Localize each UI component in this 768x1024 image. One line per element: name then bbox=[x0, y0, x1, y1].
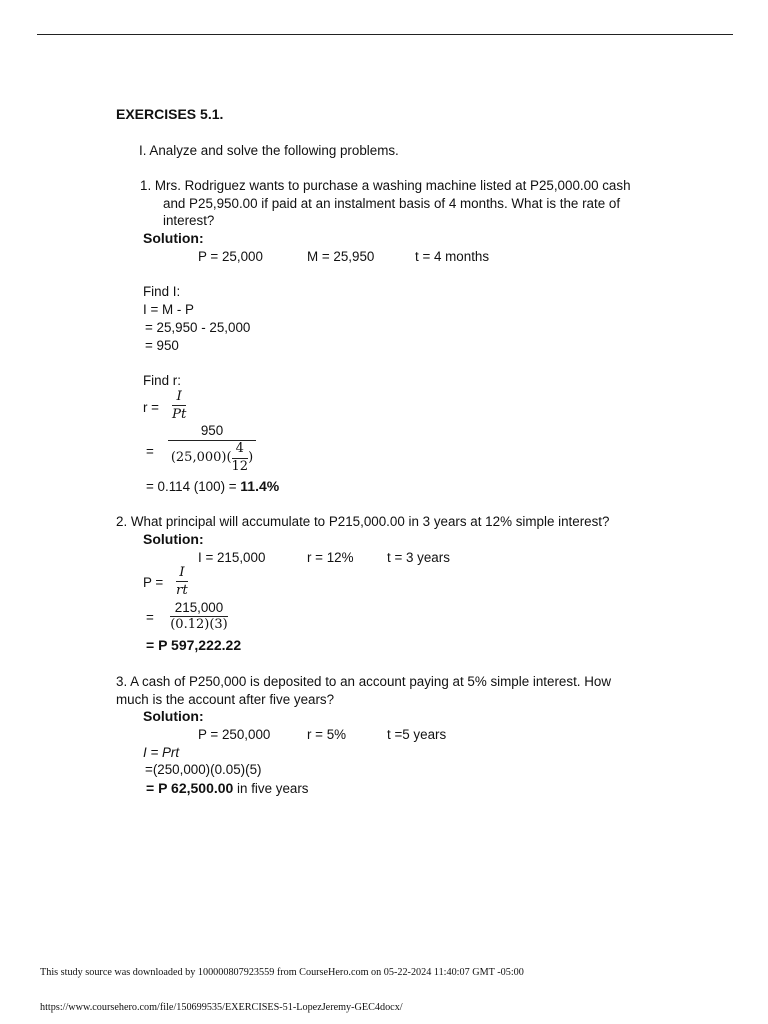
solution-label: Solution: bbox=[143, 708, 204, 724]
answer-value: = P 597,222.22 bbox=[146, 637, 242, 653]
fraction-bar bbox=[176, 581, 188, 582]
month-fraction bbox=[232, 442, 249, 475]
problem-3-line-2: much is the account after five years? bbox=[116, 692, 335, 707]
interest-formula: I = Prt bbox=[143, 745, 180, 760]
denominator-left: (25,000)( bbox=[170, 450, 232, 466]
given-rate: r = 12% bbox=[307, 550, 354, 565]
denominator-right: ) bbox=[248, 450, 254, 466]
given-maturity: M = 25,950 bbox=[307, 249, 375, 264]
substitution-denominator bbox=[171, 442, 253, 475]
i-result: = 950 bbox=[145, 338, 179, 353]
fraction-bar bbox=[172, 405, 186, 406]
find-i-label: Find I: bbox=[143, 284, 181, 299]
substitution-numerator: 215,000 bbox=[174, 600, 224, 615]
r-fraction bbox=[172, 389, 186, 423]
p-label: P = bbox=[143, 575, 164, 590]
solution-label: Solution: bbox=[143, 531, 204, 547]
given-time: t = 3 years bbox=[387, 550, 450, 565]
substitution-numerator: 950 bbox=[200, 423, 224, 438]
find-r-label: Find r: bbox=[143, 373, 181, 388]
answer-prefix: = 0.114 (100) = bbox=[146, 479, 241, 494]
given-time: t =5 years bbox=[387, 727, 447, 742]
equals-sign: = bbox=[146, 444, 154, 459]
i-step: = 25,950 - 25,000 bbox=[145, 320, 251, 335]
r-label: r = bbox=[143, 400, 159, 415]
problem-1-line-2: and P25,950.00 if paid at an instalment basis of 4 months. What is the rate of bbox=[163, 196, 621, 211]
answer-suffix: in five years bbox=[233, 781, 309, 796]
problem-3-line-1: 3. A cash of P250,000 is deposited to an account paying at 5% simple interest. How bbox=[116, 674, 612, 689]
given-principal: P = 250,000 bbox=[198, 727, 271, 742]
p-fraction bbox=[176, 565, 188, 599]
p-denominator: rt bbox=[176, 583, 188, 599]
answer-value: 11.4% bbox=[240, 478, 280, 494]
source-url[interactable]: https://www.coursehero.com/file/150699535/EXERCISES-51-LopezJeremy-GEC4docx/ bbox=[40, 1002, 403, 1013]
given-time: t = 4 months bbox=[415, 249, 490, 264]
given-interest: I = 215,000 bbox=[198, 550, 266, 565]
r-numerator: I bbox=[176, 389, 182, 404]
solution-label: Solution: bbox=[143, 230, 204, 246]
equals-sign: = bbox=[146, 610, 154, 625]
given-rate: r = 5% bbox=[307, 727, 347, 742]
month-numerator: 4 bbox=[235, 441, 244, 457]
page-title: EXERCISES 5.1. bbox=[116, 106, 224, 122]
substitution-fraction bbox=[168, 423, 256, 475]
p-numerator: I bbox=[179, 565, 185, 580]
problem-1-line-1: 1. Mrs. Rodriguez wants to purchase a washing machine listed at P25,000.00 cash bbox=[140, 178, 631, 193]
calculation-step: =(250,000)(0.05)(5) bbox=[145, 762, 262, 777]
instruction: I. Analyze and solve the following problems. bbox=[139, 143, 399, 158]
substitution-fraction bbox=[170, 600, 228, 633]
answer-value: = P 62,500.00 bbox=[146, 780, 234, 796]
answer-line bbox=[146, 780, 309, 797]
i-formula: I = M - P bbox=[143, 302, 194, 317]
answer-line bbox=[146, 478, 279, 495]
r-denominator: Pt bbox=[172, 407, 187, 423]
problem-1-line-3: interest? bbox=[163, 213, 215, 228]
source-notice: This study source was downloaded by 100000807923559 from CourseHero.com on 05-22-2024 11:40:07 GMT -05:00 bbox=[40, 967, 524, 978]
given-principal: P = 25,000 bbox=[198, 249, 263, 264]
top-rule bbox=[37, 34, 733, 35]
problem-2-line-1: 2. What principal will accumulate to P215,000.00 in 3 years at 12% simple interest? bbox=[116, 514, 610, 529]
substitution-denominator: (0.12)(3) bbox=[170, 617, 228, 633]
month-denominator: 12 bbox=[231, 459, 249, 475]
